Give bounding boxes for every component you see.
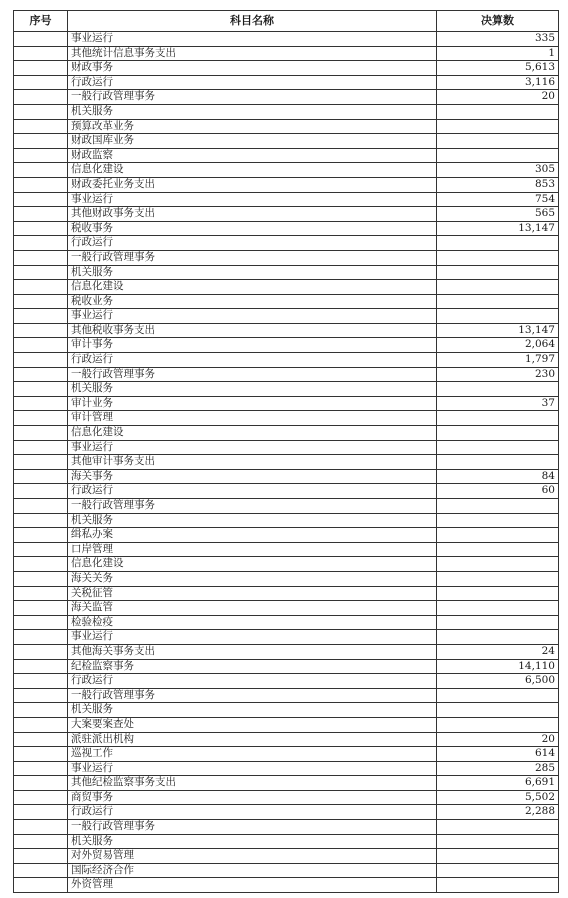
- row-name-cell: 事业运行: [68, 192, 437, 207]
- row-name-cell: 行政运行: [68, 484, 437, 499]
- row-name-cell: 其他财政事务支出: [68, 207, 437, 222]
- row-name-cell: 缉私办案: [68, 528, 437, 543]
- row-name-cell: 审计业务: [68, 396, 437, 411]
- row-seq-cell: [14, 134, 68, 149]
- row-name-cell: 对外贸易管理: [68, 849, 437, 864]
- table-row: [14, 528, 559, 543]
- row-name-cell: 海关事务: [68, 469, 437, 484]
- row-amount-cell: [437, 630, 559, 645]
- row-amount-cell: [437, 148, 559, 163]
- row-amount-cell: [437, 294, 559, 309]
- row-seq-cell: [14, 703, 68, 718]
- table-row: [14, 207, 559, 222]
- table-body: [14, 32, 559, 893]
- row-name-cell: 财政监察: [68, 148, 437, 163]
- row-amount-cell: 754: [437, 192, 559, 207]
- table-row: [14, 717, 559, 732]
- row-seq-cell: [14, 309, 68, 324]
- row-name-cell: 事业运行: [68, 440, 437, 455]
- row-name-cell: 财政国库业务: [68, 134, 437, 149]
- row-seq-cell: [14, 834, 68, 849]
- row-name-cell: 机关服务: [68, 513, 437, 528]
- table-row: [14, 834, 559, 849]
- row-name-cell: 预算改革业务: [68, 119, 437, 134]
- row-amount-cell: 285: [437, 761, 559, 776]
- row-name-cell: 一般行政管理事务: [68, 367, 437, 382]
- table-header-row: [14, 11, 559, 32]
- row-seq-cell: [14, 469, 68, 484]
- row-name-cell: 其他海关事务支出: [68, 644, 437, 659]
- row-name-cell: 行政运行: [68, 805, 437, 820]
- table-row: [14, 411, 559, 426]
- table-row: [14, 703, 559, 718]
- table-row: [14, 601, 559, 616]
- row-name-cell: 一般行政管理事务: [68, 250, 437, 265]
- row-seq-cell: [14, 542, 68, 557]
- row-name-cell: 信息化建设: [68, 557, 437, 572]
- table-row: [14, 236, 559, 251]
- row-name-cell: 财政委托业务支出: [68, 177, 437, 192]
- row-name-cell: 行政运行: [68, 674, 437, 689]
- table-row: [14, 644, 559, 659]
- row-name-cell: 检验检疫: [68, 615, 437, 630]
- table-row: [14, 688, 559, 703]
- row-seq-cell: [14, 75, 68, 90]
- row-seq-cell: [14, 528, 68, 543]
- row-amount-cell: [437, 265, 559, 280]
- table-row: [14, 280, 559, 295]
- row-seq-cell: [14, 586, 68, 601]
- row-name-cell: 信息化建设: [68, 280, 437, 295]
- expenditure-table: [13, 10, 559, 893]
- row-seq-cell: [14, 878, 68, 893]
- row-seq-cell: [14, 207, 68, 222]
- table-row: [14, 119, 559, 134]
- row-name-cell: 机关服务: [68, 382, 437, 397]
- row-amount-cell: [437, 440, 559, 455]
- row-name-cell: 机关服务: [68, 834, 437, 849]
- table-row: [14, 440, 559, 455]
- row-amount-cell: [437, 309, 559, 324]
- table-row: [14, 163, 559, 178]
- row-seq-cell: [14, 557, 68, 572]
- table-row: [14, 630, 559, 645]
- row-seq-cell: [14, 119, 68, 134]
- row-seq-cell: [14, 148, 68, 163]
- row-amount-cell: 60: [437, 484, 559, 499]
- row-amount-cell: 335: [437, 32, 559, 47]
- table-row: [14, 46, 559, 61]
- row-name-cell: 机关服务: [68, 703, 437, 718]
- row-seq-cell: [14, 177, 68, 192]
- table-row: [14, 353, 559, 368]
- row-seq-cell: [14, 688, 68, 703]
- row-amount-cell: [437, 455, 559, 470]
- row-name-cell: 其他税收事务支出: [68, 323, 437, 338]
- row-seq-cell: [14, 849, 68, 864]
- row-name-cell: 事业运行: [68, 630, 437, 645]
- table-row: [14, 849, 559, 864]
- row-seq-cell: [14, 323, 68, 338]
- table-row: [14, 571, 559, 586]
- row-name-cell: 大案要案查处: [68, 717, 437, 732]
- row-seq-cell: [14, 396, 68, 411]
- row-name-cell: 口岸管理: [68, 542, 437, 557]
- row-amount-cell: [437, 863, 559, 878]
- row-seq-cell: [14, 601, 68, 616]
- row-amount-cell: 6,691: [437, 776, 559, 791]
- row-seq-cell: [14, 250, 68, 265]
- header-seq: 序号: [14, 11, 68, 32]
- row-amount-cell: 14,110: [437, 659, 559, 674]
- row-name-cell: 国际经济合作: [68, 863, 437, 878]
- row-seq-cell: [14, 615, 68, 630]
- row-seq-cell: [14, 674, 68, 689]
- table-row: [14, 747, 559, 762]
- table-row: [14, 513, 559, 528]
- row-seq-cell: [14, 644, 68, 659]
- row-amount-cell: [437, 878, 559, 893]
- row-name-cell: 其他纪检监察事务支出: [68, 776, 437, 791]
- row-amount-cell: 5,613: [437, 61, 559, 76]
- row-name-cell: 机关服务: [68, 104, 437, 119]
- row-name-cell: 行政运行: [68, 353, 437, 368]
- row-seq-cell: [14, 163, 68, 178]
- row-amount-cell: [437, 426, 559, 441]
- table-row: [14, 732, 559, 747]
- row-seq-cell: [14, 499, 68, 514]
- row-amount-cell: 37: [437, 396, 559, 411]
- row-seq-cell: [14, 367, 68, 382]
- row-seq-cell: [14, 353, 68, 368]
- row-seq-cell: [14, 411, 68, 426]
- row-amount-cell: [437, 280, 559, 295]
- row-amount-cell: [437, 717, 559, 732]
- table-row: [14, 790, 559, 805]
- row-amount-cell: [437, 615, 559, 630]
- row-amount-cell: [437, 601, 559, 616]
- table-row: [14, 323, 559, 338]
- row-name-cell: 税收事务: [68, 221, 437, 236]
- row-name-cell: 关税征管: [68, 586, 437, 601]
- row-seq-cell: [14, 659, 68, 674]
- row-seq-cell: [14, 280, 68, 295]
- table-row: [14, 426, 559, 441]
- row-name-cell: 纪检监察事务: [68, 659, 437, 674]
- row-name-cell: 审计管理: [68, 411, 437, 426]
- row-amount-cell: [437, 586, 559, 601]
- table-row: [14, 221, 559, 236]
- row-seq-cell: [14, 805, 68, 820]
- table-row: [14, 586, 559, 601]
- row-name-cell: 一般行政管理事务: [68, 688, 437, 703]
- table-row: [14, 367, 559, 382]
- row-amount-cell: [437, 119, 559, 134]
- row-seq-cell: [14, 790, 68, 805]
- row-amount-cell: [437, 834, 559, 849]
- row-seq-cell: [14, 717, 68, 732]
- table-row: [14, 309, 559, 324]
- row-amount-cell: [437, 382, 559, 397]
- row-seq-cell: [14, 90, 68, 105]
- row-amount-cell: 230: [437, 367, 559, 382]
- row-name-cell: 海关关务: [68, 571, 437, 586]
- row-amount-cell: 2,288: [437, 805, 559, 820]
- row-name-cell: 其他审计事务支出: [68, 455, 437, 470]
- table-row: [14, 805, 559, 820]
- row-amount-cell: [437, 703, 559, 718]
- row-amount-cell: [437, 104, 559, 119]
- row-seq-cell: [14, 440, 68, 455]
- row-seq-cell: [14, 338, 68, 353]
- table-row: [14, 761, 559, 776]
- table-row: [14, 265, 559, 280]
- row-amount-cell: 305: [437, 163, 559, 178]
- row-name-cell: 事业运行: [68, 761, 437, 776]
- row-name-cell: 事业运行: [68, 32, 437, 47]
- table-row: [14, 32, 559, 47]
- row-name-cell: 一般行政管理事务: [68, 820, 437, 835]
- table-row: [14, 615, 559, 630]
- row-amount-cell: [437, 571, 559, 586]
- table-row: [14, 134, 559, 149]
- row-seq-cell: [14, 747, 68, 762]
- table-row: [14, 499, 559, 514]
- table-row: [14, 484, 559, 499]
- row-name-cell: 财政事务: [68, 61, 437, 76]
- row-amount-cell: 5,502: [437, 790, 559, 805]
- row-seq-cell: [14, 776, 68, 791]
- table-row: [14, 863, 559, 878]
- table-row: [14, 192, 559, 207]
- table-row: [14, 776, 559, 791]
- row-seq-cell: [14, 104, 68, 119]
- table-row: [14, 104, 559, 119]
- row-amount-cell: 1: [437, 46, 559, 61]
- row-amount-cell: [437, 411, 559, 426]
- row-amount-cell: 565: [437, 207, 559, 222]
- row-name-cell: 税收业务: [68, 294, 437, 309]
- row-amount-cell: [437, 134, 559, 149]
- row-seq-cell: [14, 426, 68, 441]
- row-seq-cell: [14, 32, 68, 47]
- table-row: [14, 469, 559, 484]
- table-row: [14, 557, 559, 572]
- row-name-cell: 外资管理: [68, 878, 437, 893]
- row-name-cell: 行政运行: [68, 75, 437, 90]
- row-amount-cell: 13,147: [437, 323, 559, 338]
- row-name-cell: 一般行政管理事务: [68, 499, 437, 514]
- row-seq-cell: [14, 61, 68, 76]
- row-name-cell: 事业运行: [68, 309, 437, 324]
- table-row: [14, 90, 559, 105]
- table-row: [14, 148, 559, 163]
- row-seq-cell: [14, 265, 68, 280]
- row-seq-cell: [14, 732, 68, 747]
- table-row: [14, 659, 559, 674]
- row-amount-cell: [437, 250, 559, 265]
- row-amount-cell: 853: [437, 177, 559, 192]
- table-row: [14, 177, 559, 192]
- row-seq-cell: [14, 513, 68, 528]
- row-amount-cell: [437, 688, 559, 703]
- row-name-cell: 信息化建设: [68, 426, 437, 441]
- row-amount-cell: [437, 542, 559, 557]
- row-amount-cell: 1,797: [437, 353, 559, 368]
- table-row: [14, 674, 559, 689]
- table-row: [14, 878, 559, 893]
- row-seq-cell: [14, 294, 68, 309]
- row-amount-cell: [437, 499, 559, 514]
- row-name-cell: 审计事务: [68, 338, 437, 353]
- row-name-cell: 巡视工作: [68, 747, 437, 762]
- row-seq-cell: [14, 221, 68, 236]
- table-row: [14, 396, 559, 411]
- row-name-cell: 行政运行: [68, 236, 437, 251]
- row-name-cell: 信息化建设: [68, 163, 437, 178]
- table-row: [14, 338, 559, 353]
- row-seq-cell: [14, 571, 68, 586]
- table-row: [14, 542, 559, 557]
- table-row: [14, 455, 559, 470]
- row-amount-cell: [437, 236, 559, 251]
- row-name-cell: 海关监管: [68, 601, 437, 616]
- row-name-cell: 机关服务: [68, 265, 437, 280]
- row-seq-cell: [14, 192, 68, 207]
- row-amount-cell: [437, 557, 559, 572]
- row-seq-cell: [14, 382, 68, 397]
- row-amount-cell: 614: [437, 747, 559, 762]
- row-amount-cell: 2,064: [437, 338, 559, 353]
- row-amount-cell: [437, 820, 559, 835]
- row-name-cell: 一般行政管理事务: [68, 90, 437, 105]
- row-amount-cell: [437, 513, 559, 528]
- header-amount: 决算数: [437, 11, 559, 32]
- row-amount-cell: 20: [437, 732, 559, 747]
- row-seq-cell: [14, 630, 68, 645]
- row-seq-cell: [14, 46, 68, 61]
- row-amount-cell: 6,500: [437, 674, 559, 689]
- row-seq-cell: [14, 236, 68, 251]
- row-name-cell: 其他统计信息事务支出: [68, 46, 437, 61]
- table-row: [14, 75, 559, 90]
- row-amount-cell: 24: [437, 644, 559, 659]
- table-row: [14, 250, 559, 265]
- row-seq-cell: [14, 863, 68, 878]
- row-seq-cell: [14, 820, 68, 835]
- row-name-cell: 派驻派出机构: [68, 732, 437, 747]
- row-amount-cell: [437, 849, 559, 864]
- row-amount-cell: 3,116: [437, 75, 559, 90]
- row-amount-cell: 84: [437, 469, 559, 484]
- row-amount-cell: 20: [437, 90, 559, 105]
- table-row: [14, 294, 559, 309]
- row-seq-cell: [14, 484, 68, 499]
- header-name: 科目名称: [68, 11, 437, 32]
- row-seq-cell: [14, 761, 68, 776]
- row-amount-cell: [437, 528, 559, 543]
- table-row: [14, 820, 559, 835]
- row-seq-cell: [14, 455, 68, 470]
- table-row: [14, 382, 559, 397]
- table-row: [14, 61, 559, 76]
- row-name-cell: 商贸事务: [68, 790, 437, 805]
- row-amount-cell: 13,147: [437, 221, 559, 236]
